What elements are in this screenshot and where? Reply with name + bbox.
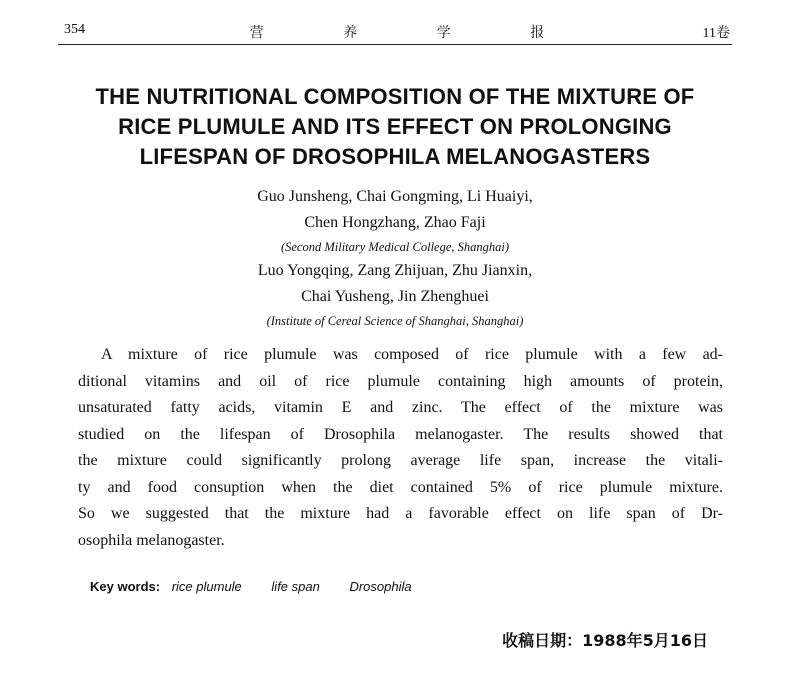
page-number: 354: [64, 22, 85, 37]
journal-name: 营 养 学 报: [249, 26, 583, 41]
keywords: [90, 579, 438, 594]
title-line: LIFESPAN OF DROSOPHILA MELANOGASTERS: [139, 144, 651, 169]
volume-label: 11卷: [702, 26, 730, 41]
paper-title: [60, 82, 730, 172]
abstract: [78, 342, 723, 554]
abstract-line: ty and food consuption when the diet contained 5% of rice plumule mixture.: [78, 478, 723, 496]
affiliation: (Second Military Medical College, Shanghai): [280, 240, 510, 254]
keyword: life span: [271, 579, 320, 594]
running-header: [64, 22, 730, 44]
abstract-line: ditional vitamins and oil of rice plumule containing high amounts of protein,: [78, 372, 723, 390]
author-line: Luo Yongqing, Zang Zhijuan, Zhu Jianxin,: [257, 262, 533, 279]
received-date: 收稿日期：1988年5月16日: [502, 631, 708, 650]
author-line: Guo Junsheng, Chai Gongming, Li Huaiyi,: [257, 188, 533, 205]
keywords-label: Key words:: [90, 579, 161, 594]
abstract-line: A mixture of rice plumule was composed of rice plumule with a few ad-: [101, 346, 723, 363]
abstract-line: osophila melanogaster.: [78, 531, 225, 549]
author-line: Chai Yusheng, Jin Zhenghuei: [301, 288, 489, 305]
abstract-line: unsaturated fatty acids, vitamin E and zinc. The effect of the mixture was: [78, 399, 723, 416]
affiliation: (Institute of Cereal Science of Shanghai, Shanghai): [266, 314, 524, 328]
abstract-line: studied on the lifespan of Drosophila melanogaster. The results showed that: [78, 425, 723, 443]
author-line: Chen Hongzhang, Zhao Faji: [304, 214, 486, 231]
abstract-line: the mixture could significantly prolong average life span, increase the vitali-: [78, 452, 723, 469]
title-line: RICE PLUMULE AND ITS EFFECT ON PROLONGING: [118, 114, 672, 139]
abstract-line: So we suggested that the mixture had a favorable effect on life span of Dr-: [78, 505, 723, 522]
keyword: Drosophila: [349, 579, 412, 594]
header-rule: [58, 44, 732, 45]
title-line: THE NUTRITIONAL COMPOSITION OF THE MIXTURE OF: [95, 84, 695, 109]
keyword: rice plumule: [171, 579, 242, 594]
author-block: [60, 184, 730, 332]
